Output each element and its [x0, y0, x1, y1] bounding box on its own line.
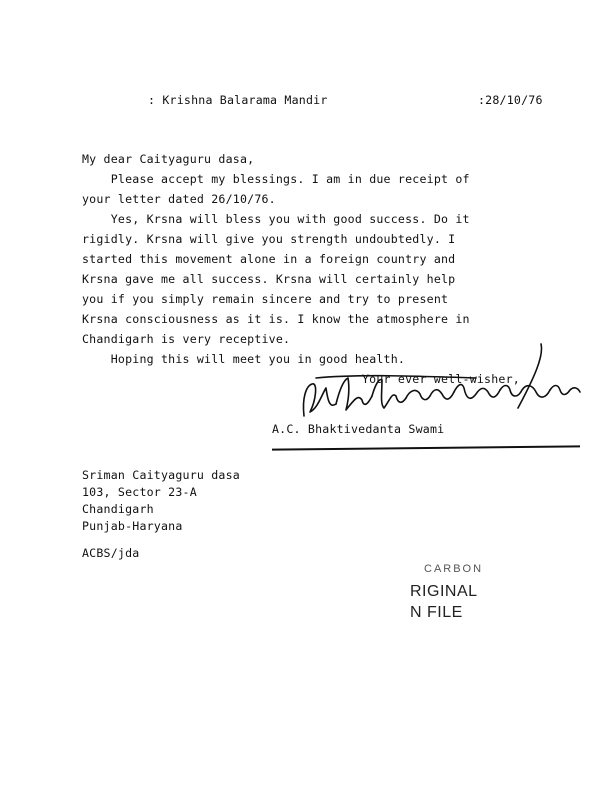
signature-rule [272, 445, 580, 450]
stamp-file-text: N FILE [410, 604, 463, 621]
stamp-carbon-text: CARBON [424, 563, 484, 575]
body-line: Chandigarh is very receptive. [82, 332, 291, 346]
body-line: Yes, Krsna will bless you with good success. Do it [82, 212, 470, 226]
body-line: Hoping this will meet you in good health. [82, 352, 406, 366]
salutation: My dear Caityaguru dasa, [82, 152, 255, 166]
handwritten-signature [296, 338, 586, 428]
body-line: you if you simply remain sincere and try to present [82, 292, 449, 306]
body-line: started this movement alone in a foreign country and [82, 252, 456, 266]
header-place: : Krishna Balarama Mandir [148, 93, 328, 107]
stamp-original-text: RIGINAL [410, 583, 478, 600]
body-line: Krsna consciousness as it is. I know the atmosphere in [82, 312, 470, 326]
closing: Your ever well-wisher, [362, 372, 520, 386]
address-line: 103, Sector 23-A [82, 485, 197, 499]
body-line: Krsna gave me all success. Krsna will certainly help [82, 272, 456, 286]
signer-name: A.C. Bhaktivedanta Swami [272, 422, 445, 436]
address-line: Sriman Caityaguru dasa [82, 468, 240, 482]
address-line: Punjab-Haryana [82, 519, 183, 533]
body-line: your letter dated 26/10/76. [82, 192, 276, 206]
body-line: Please accept my blessings. I am in due receipt of [82, 172, 470, 186]
reference-initials: ACBS/jda [82, 546, 140, 560]
body-line: rigidly. Krsna will give you strength undoubtedly. I [82, 232, 456, 246]
header-date: :28/10/76 [478, 93, 543, 107]
address-line: Chandigarh [82, 502, 154, 516]
